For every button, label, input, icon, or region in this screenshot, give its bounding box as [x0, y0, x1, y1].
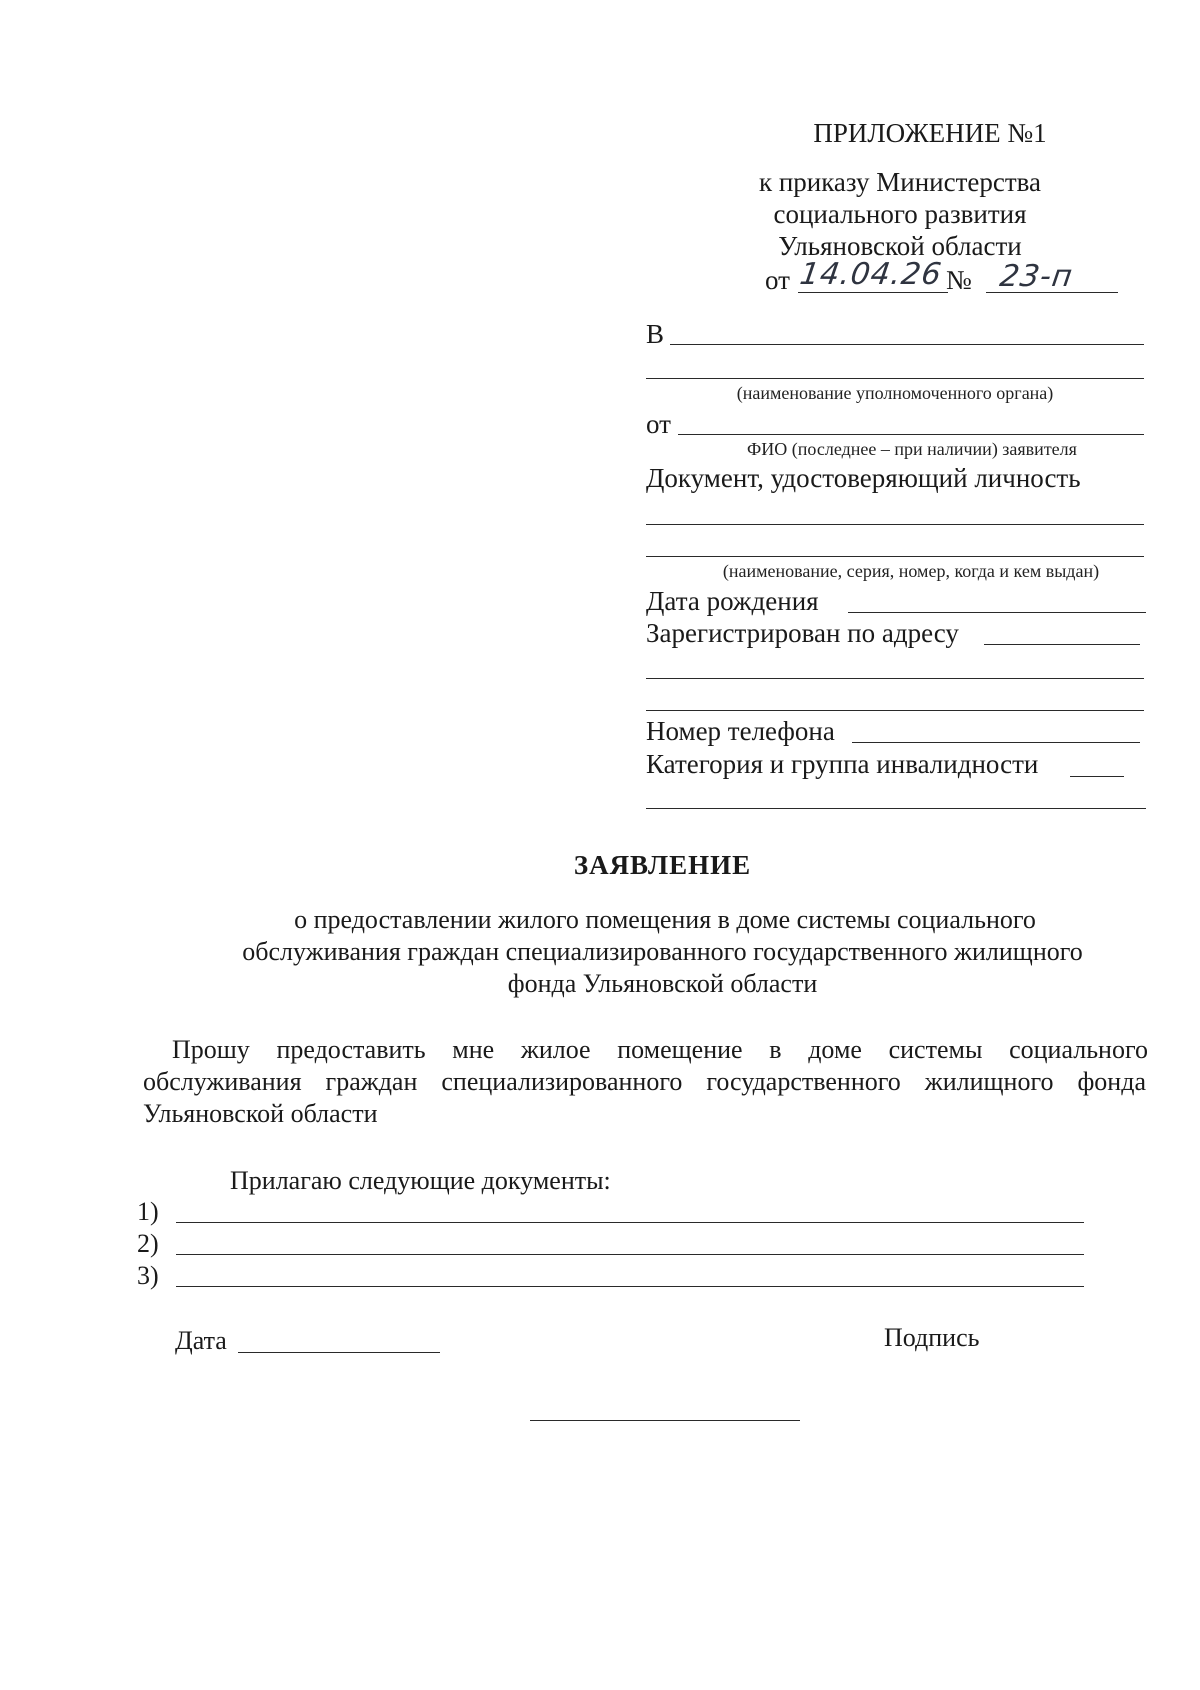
phone-line — [852, 742, 1140, 743]
annex-number-label: № — [946, 265, 972, 295]
annex-number-underline — [986, 292, 1118, 293]
birth-date-label: Дата рождения — [646, 586, 819, 616]
to-field-line — [670, 344, 1144, 345]
to-field-line-2 — [646, 378, 1144, 379]
address-line-2 — [646, 678, 1144, 679]
annex-order-line-2: социального развития — [773, 199, 1027, 229]
annex-date-underline — [798, 292, 948, 293]
attachment-line-3 — [176, 1286, 1084, 1287]
id-document-caption: (наименование, серия, номер, когда и кем выдан) — [722, 561, 1100, 581]
annex-order-date: 14.04.26 — [797, 257, 945, 292]
statement-title: ЗАЯВЛЕНИЕ — [573, 850, 752, 880]
disability-line-2 — [646, 808, 1146, 809]
address-label: Зарегистрирован по адресу — [646, 618, 959, 648]
attachments-label: Прилагаю следующие документы: — [230, 1166, 611, 1195]
signature-label: Подпись — [884, 1323, 980, 1352]
attachment-line-2 — [176, 1254, 1084, 1255]
date-label: Дата — [175, 1326, 227, 1355]
statement-body-line-1: Прошу предоставить мне жилое помещение в доме системы социального — [172, 1035, 1148, 1064]
attachment-line-1 — [176, 1222, 1084, 1223]
statement-subtitle-line-1: о предоставлении жилого помещения в доме системы социального — [294, 905, 1036, 934]
address-line-3 — [646, 710, 1144, 711]
annex-title: ПРИЛОЖЕНИЕ №1 — [813, 118, 1047, 148]
disability-line-1 — [1070, 776, 1124, 777]
statement-body-line-2: обслуживания граждан специализированного государственного жилищного фонда — [143, 1067, 1146, 1096]
date-line — [238, 1352, 440, 1353]
statement-subtitle-line-3: фонда Ульяновской области — [507, 969, 818, 998]
id-document-label: Документ, удостоверяющий личность — [646, 463, 1081, 493]
annex-order-number: 23-п — [997, 259, 1076, 294]
id-document-line-2 — [646, 556, 1144, 557]
from-field-line — [678, 434, 1144, 435]
birth-date-line — [848, 612, 1146, 613]
address-line-1 — [984, 644, 1140, 645]
attachment-number-3: 3) — [137, 1261, 159, 1290]
annex-ot-label: от — [765, 265, 790, 295]
attachment-number-2: 2) — [137, 1229, 159, 1258]
annex-order-line-1: к приказу Министерства — [758, 167, 1042, 197]
from-label: от — [646, 409, 671, 439]
attachment-number-1: 1) — [137, 1197, 159, 1226]
to-caption: (наименование уполномоченного органа) — [736, 383, 1054, 403]
signature-line — [530, 1420, 800, 1421]
statement-body-line-3: Ульяновской области — [143, 1099, 378, 1128]
from-caption: ФИО (последнее – при наличии) заявителя — [747, 439, 1077, 459]
to-label: В — [646, 319, 665, 349]
phone-label: Номер телефона — [646, 716, 835, 746]
id-document-line-1 — [646, 524, 1144, 525]
annex-order-line-3: Ульяновской области — [778, 231, 1022, 261]
statement-subtitle-line-2: обслуживания граждан специализированного государственного жилищного — [242, 937, 1083, 966]
disability-label: Категория и группа инвалидности — [646, 749, 1039, 779]
